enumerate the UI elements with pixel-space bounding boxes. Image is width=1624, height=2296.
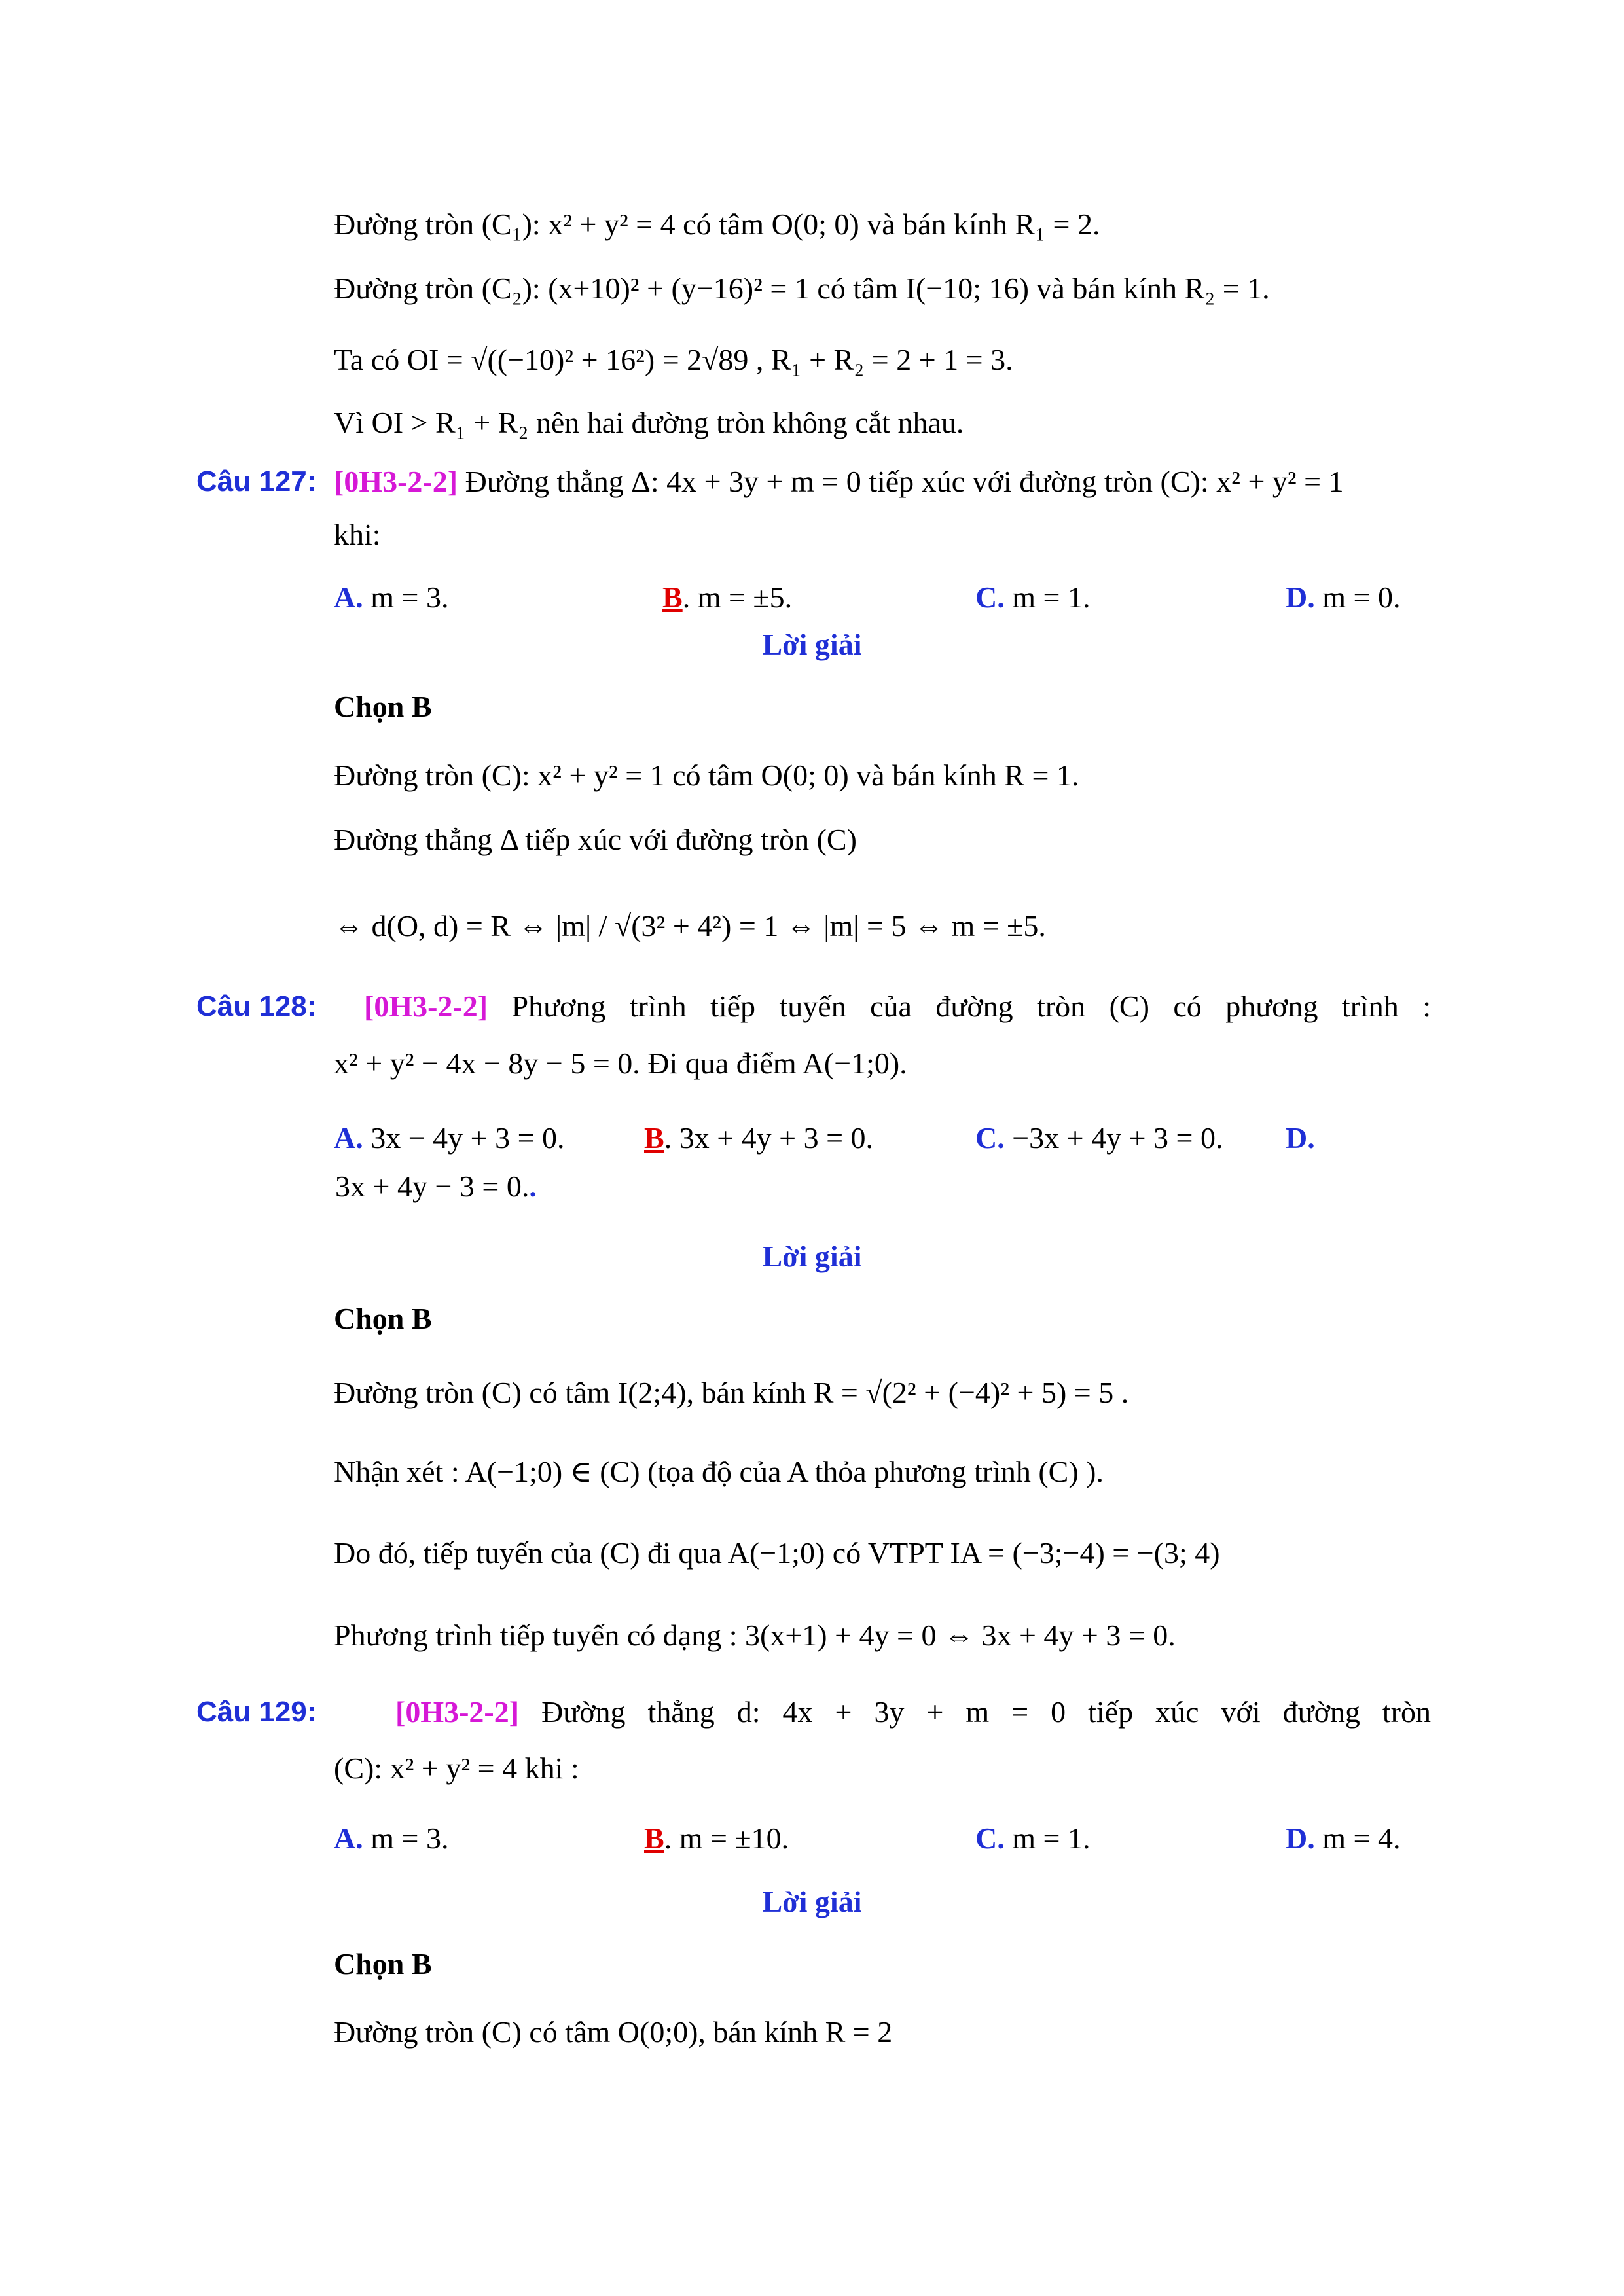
option-c-text: m = 1. <box>1004 581 1091 614</box>
q128-chon: Chọn B <box>334 1302 432 1335</box>
q128-sol-line4: Phương trình tiếp tuyến có dạng : 3(x+1) + 4y = 0 ⇔ 3x + 4y + 3 = 0. <box>334 1619 1176 1652</box>
q127-stem1: Đường thẳng Δ: 4x + 3y + m = 0 tiếp xúc với đường tròn (C): x² + y² = 1 <box>458 465 1344 498</box>
prev-line-4: Vì OI > R₁ + R₂ nên hai đường tròn không cắt nhau. <box>334 406 964 439</box>
q128-stem-line1 <box>364 987 1431 1026</box>
q127-label: Câu 127: <box>196 465 317 497</box>
q129-option-a <box>334 1819 448 1858</box>
option-c-label: C. <box>975 1121 1005 1155</box>
q128-sol-line3: Do đó, tiếp tuyến của (C) đi qua A(−1;0) có VTPT IA = (−3;−4) = −(3; 4) <box>334 1536 1220 1570</box>
option-a-label: A. <box>334 581 363 614</box>
q129-stem-line1 <box>395 1693 1431 1732</box>
q128-option-c <box>975 1119 1223 1158</box>
prev-line-2: Đường tròn (C₂): (x+10)² + (y−16)² = 1 có tâm I(−10; 16) và bán kính R₂ = 1. <box>334 272 1270 305</box>
q129-option-d <box>1286 1819 1400 1858</box>
q127-option-a <box>334 578 448 617</box>
q129-stem1: Đường thẳng d: 4x + 3y + m = 0 tiếp xúc với đường tròn <box>519 1695 1431 1729</box>
prev-line-3: Ta có OI = √((−10)² + 16²) = 2√89 , R₁ + R₂ = 2 + 1 = 3. <box>334 343 1013 376</box>
option-c-text: m = 1. <box>1004 1821 1091 1855</box>
q129-stem2: (C): x² + y² = 4 khi : <box>334 1751 579 1785</box>
q128-sol-line1: Đường tròn (C) có tâm I(2;4), bán kính R = √(2² + (−4)² + 5) = 5 . <box>334 1376 1129 1409</box>
q128-label: Câu 128: <box>196 990 317 1022</box>
option-d-period: . <box>529 1170 537 1203</box>
option-b-label: B <box>662 581 683 614</box>
option-d-text: m = 0. <box>1314 581 1401 614</box>
q129-chon: Chọn B <box>334 1947 432 1981</box>
option-a-label: A. <box>334 1821 363 1855</box>
q128-option-d <box>335 1167 537 1206</box>
q128-solution-header: Lời giải <box>762 1240 862 1273</box>
q127-option-b <box>662 578 792 617</box>
q129-label: Câu 129: <box>196 1696 317 1728</box>
q127-option-c <box>975 578 1090 617</box>
q129-solution-header: Lời giải <box>762 1885 862 1918</box>
option-d-label: D. <box>1286 1821 1315 1855</box>
option-b-label: B <box>644 1121 664 1155</box>
option-a-text: 3x − 4y + 3 = 0. <box>363 1121 565 1155</box>
option-c-label: C. <box>975 1821 1005 1855</box>
option-a-label: A. <box>334 1121 363 1155</box>
option-d-label: D. <box>1286 581 1315 614</box>
q127-sol-line3: ⇔ d(O, d) = R ⇔ |m| / √(3² + 4²) = 1 ⇔ |m| = 5 ⇔ m = ±5. <box>334 909 1046 942</box>
q127-sol-line2: Đường thẳng Δ tiếp xúc với đường tròn (C) <box>334 823 857 856</box>
q127-stem2: khi: <box>334 518 381 551</box>
q127-sol-line1: Đường tròn (C): x² + y² = 1 có tâm O(0; 0) và bán kính R = 1. <box>334 759 1079 792</box>
q129-option-b <box>644 1819 789 1858</box>
q129-tag: [0H3-2-2] <box>395 1695 520 1729</box>
q128-sol-line2: Nhận xét : A(−1;0) ∈ (C) (tọa độ của A thỏa phương trình (C) ). <box>334 1455 1104 1488</box>
q128-stem2: x² + y² − 4x − 8y − 5 = 0. Đi qua điểm A(−1;0). <box>334 1047 907 1080</box>
q129-option-c <box>975 1819 1090 1858</box>
q127-stem-line1 <box>334 462 1344 501</box>
q128-stem1: Phương trình tiếp tuyến của đường tròn (C) có phương trình : <box>488 990 1431 1023</box>
option-b-label: B <box>644 1821 664 1855</box>
option-d-label: D. <box>1286 1121 1315 1155</box>
option-c-label: C. <box>975 581 1005 614</box>
option-b-text: . m = ±10. <box>664 1821 789 1855</box>
prev-line-1: Đường tròn (C₁): x² + y² = 4 có tâm O(0; 0) và bán kính R₁ = 2. <box>334 207 1100 241</box>
q127-tag: [0H3-2-2] <box>334 465 458 498</box>
option-b-text: . m = ±5. <box>682 581 793 614</box>
option-a-text: m = 3. <box>363 581 449 614</box>
q128-option-b <box>644 1119 873 1158</box>
q128-option-d-label <box>1286 1119 1315 1158</box>
option-c-text: −3x + 4y + 3 = 0. <box>1004 1121 1223 1155</box>
q128-option-a <box>334 1119 565 1158</box>
option-d-text: 3x + 4y − 3 = 0. <box>335 1170 530 1203</box>
q127-solution-header: Lời giải <box>762 628 862 661</box>
q127-chon: Chọn B <box>334 690 432 723</box>
option-d-text: m = 4. <box>1314 1821 1401 1855</box>
q127-option-d <box>1286 578 1400 617</box>
option-a-text: m = 3. <box>363 1821 449 1855</box>
q129-sol-line1: Đường tròn (C) có tâm O(0;0), bán kính R = 2 <box>334 2015 893 2049</box>
q128-tag: [0H3-2-2] <box>364 990 488 1023</box>
option-b-text: . 3x + 4y + 3 = 0. <box>664 1121 874 1155</box>
